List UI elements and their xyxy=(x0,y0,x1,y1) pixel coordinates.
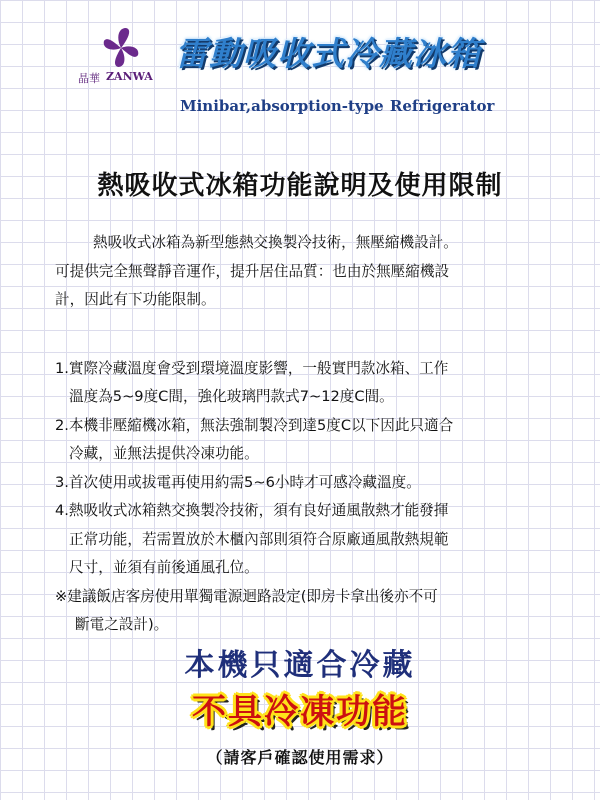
intro-line: 計，因此有下功能限制。 xyxy=(55,291,216,308)
list-item xyxy=(55,497,565,583)
product-subtitle: Minibar,absorption-type Refrigerator xyxy=(180,97,495,115)
header xyxy=(0,0,600,130)
list-item xyxy=(55,412,565,469)
list-item xyxy=(55,355,565,412)
brand-name-en: ZANWA xyxy=(106,70,153,83)
document-body xyxy=(55,229,565,640)
note-line: 斷電之設計)。 xyxy=(75,616,169,633)
list-item-first-line: 1.實際冷藏溫度會受到環境溫度影響，一般實門款冰箱、工作 xyxy=(55,359,449,377)
banner-title: 雷動吸收式冷藏冰箱 xyxy=(175,34,481,73)
note-first-line: ※建議飯店客房使用單獨電源迴路設定(即房卡拿出後亦不可 xyxy=(55,587,438,605)
list-item-line: 冷藏，並無法提供冷凍功能。 xyxy=(69,445,259,462)
product-banner xyxy=(175,28,535,90)
list-item-first-line: 4.熱吸收式冰箱熱交換製冷技術，須有良好通風散熱才能發揮 xyxy=(55,502,449,519)
footer-warning: 不具冷凍功能 xyxy=(192,692,408,732)
footer-note: （請客戶確認使用需求） xyxy=(206,748,394,767)
brand-logo xyxy=(78,26,168,86)
recommendation-note xyxy=(55,583,565,640)
list-item-first-line: 2.本機非壓縮機冰箱，無法強制製冷到達5度C以下因此只適合 xyxy=(55,416,454,434)
pinwheel-logo-icon xyxy=(96,26,146,70)
page-title: 熱吸收式冰箱功能說明及使用限制 xyxy=(97,171,503,201)
footer-headline: 本機只適合冷藏 xyxy=(184,648,416,683)
list-item xyxy=(55,469,565,498)
brand-name-cn: 晶華 xyxy=(78,72,100,85)
list-item-first-line: 3.首次使用或拔電再使用約需5~6小時才可感冷藏溫度。 xyxy=(55,473,421,491)
intro-line: 可提供完全無聲靜音運作，提升居住品質：也由於無壓縮機設 xyxy=(55,262,450,280)
intro-line: 熱吸收式冰箱為新型態熱交換製冷技術，無壓縮機設計。 xyxy=(93,234,458,251)
list-item-line: 尺寸，並須有前後通風孔位。 xyxy=(69,559,259,576)
intro-paragraph xyxy=(55,229,565,315)
list-item-line: 正常功能，若需置放於木櫃內部則須符合原廠通風散熱規範 xyxy=(69,530,449,548)
limitations-list xyxy=(55,355,565,640)
list-item-line: 溫度為5~9度C間，強化玻璃門款式7~12度C間。 xyxy=(69,388,394,405)
